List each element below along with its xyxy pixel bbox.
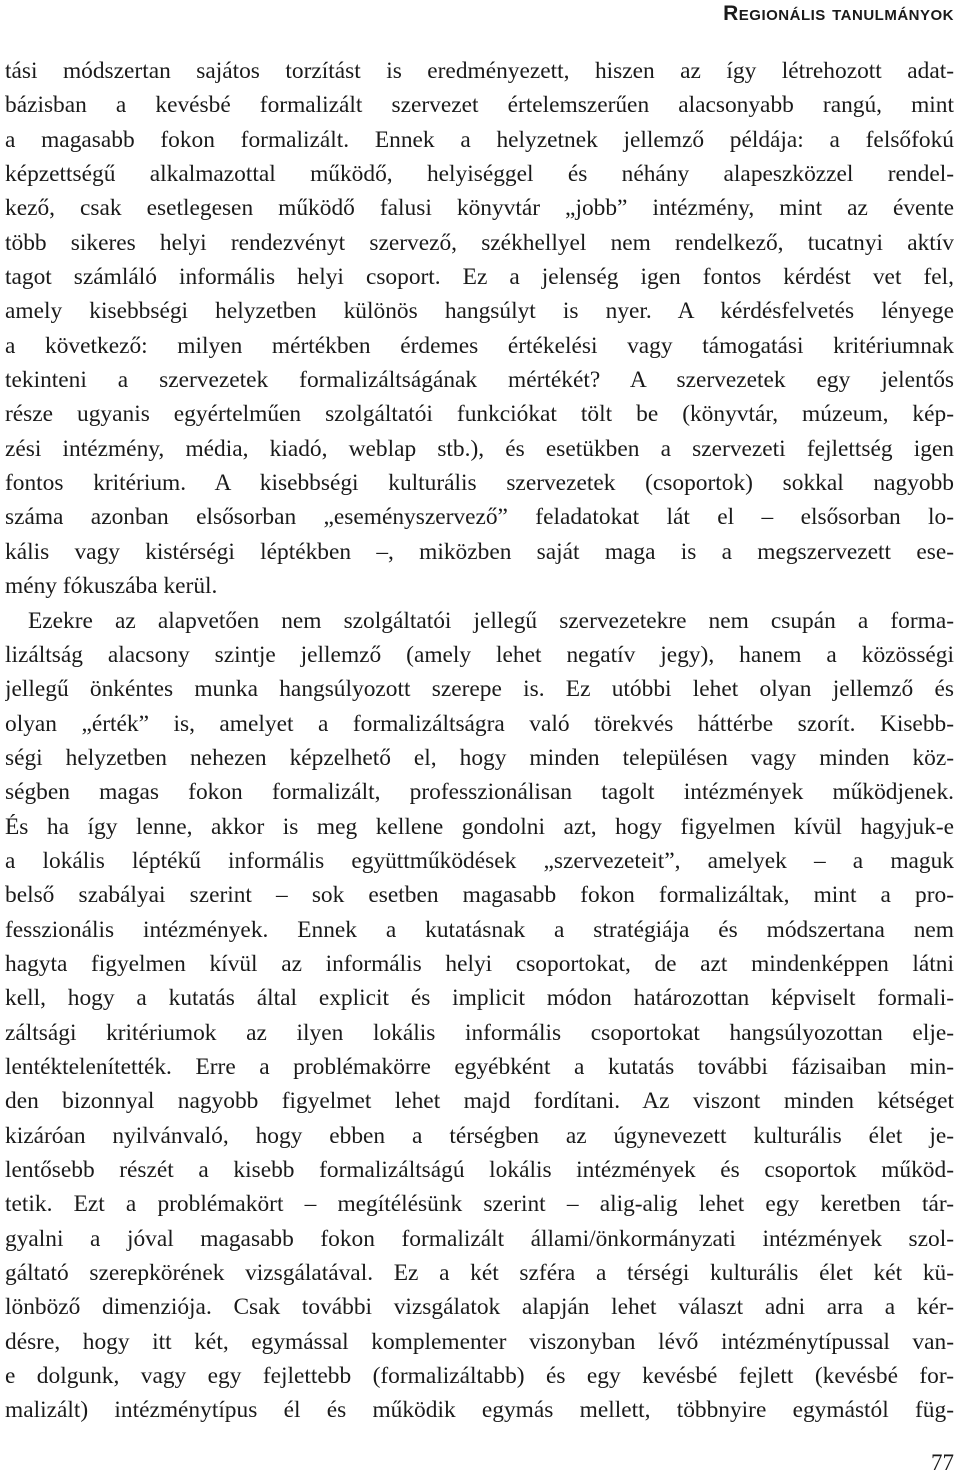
text-line: tási módszertan sajátos torzítást is eredményezett, hiszen az így létrehozott adat- — [5, 58, 954, 84]
text-line: olyan „érték” is, amelyet a formalizáltságra való törekvés háttérbe szorít. Kisebb- — [5, 710, 954, 737]
text-line: kizáróan nyilvánvaló, hogy ebben a térségben az úgynevezett kulturális élet je- — [5, 1122, 954, 1149]
text-line: lönböző dimenziója. Csak további vizsgálatok alapján lehet választ adni arra a kér- — [5, 1294, 954, 1321]
text-line: a lokális léptékű informális együttműködések „szervezeteit”, amelyek – a maguk — [5, 847, 954, 874]
text-line: hagyta figyelmen kívül az informális helyi csoportokat, de azt mindenképpen látni — [5, 950, 954, 977]
text-line: jellegű önkéntes munka hangsúlyozott szerepe is. Ez utóbbi lehet olyan jellemző és — [5, 676, 954, 703]
text-line: Ezekre az alapvetően nem szolgáltatói jellegű szervezetekre nem csupán a forma- — [28, 607, 954, 634]
text-line: lizáltság alacsony szintje jellemző (amely lehet negatív jegy), hanem a közösségi — [5, 641, 954, 668]
text-line: záltsági kritériumok az ilyen lokális informális csoportokat hangsúlyozottan elje- — [5, 1019, 954, 1046]
text-line: tetik. Ezt a problémakört – megítélésünk szerint – alig-alig lehet egy keretben tár- — [5, 1191, 954, 1218]
text-line: bázisban a kevésbé formalizált szervezet értelemszerűen alacsonyabb rangú, mint — [5, 92, 954, 119]
text-line: tekinteni a szervezetek formalizáltságának mértékét? A szervezetek egy jelentős — [5, 367, 954, 394]
body-text — [5, 54, 954, 1428]
text-line: több sikeres helyi rendezvényt szervező, székhellyel nem rendelkező, tucatnyi aktív — [5, 229, 954, 256]
text-line: kális vagy kistérségi léptékben –, miközben saját maga is a megszervezett ese- — [5, 538, 954, 565]
text-line: malizált) intézménytípus él és működik egymás mellett, többnyire egymástól füg- — [5, 1397, 954, 1424]
page-number: 77 — [931, 1450, 954, 1475]
text-line: kező, csak esetlegesen működő falusi könyvtár „jobb” intézmény, mint az évente — [5, 195, 954, 222]
text-line: lentősebb részét a kisebb formalizáltságú lokális intézmények és csoportok működ- — [5, 1157, 954, 1183]
text-line: désre, hogy itt két, egymással komplementer viszonyban lévő intézménytípussal van- — [5, 1328, 954, 1355]
text-line: része ugyanis egyértelműen szolgáltatói funkciókat tölt be (könyvtár, múzeum, kép- — [5, 401, 954, 428]
text-line: száma azonban elsősorban „eseményszervező” feladatokat lát el – elsősorban lo- — [5, 504, 954, 531]
text-line: den bizonnyal nagyobb figyelmet lehet majd fordítani. Az viszont minden kétséget — [5, 1088, 954, 1115]
text-line: amely kisebbségi helyzetben különös hangsúlyt is nyer. A kérdésfelvetés lényege — [5, 298, 954, 325]
text-line: belső szabályai szerint – sok esetben magasabb fokon formalizáltak, mint a pro- — [5, 882, 954, 909]
text-line: a következő: milyen mértékben érdemes értékelési vagy támogatási kritériumnak — [5, 332, 954, 359]
text-line: fontos kritérium. A kisebbségi kulturális szervezetek (csoportok) sokkal nagyobb — [5, 470, 954, 497]
text-line: zési intézmény, média, kiadó, weblap stb.), és esetükben a szervezeti fejlettség igen — [5, 435, 954, 462]
text-line: ségben magas fokon formalizált, professzionálisan tagolt intézmények működjenek. — [5, 779, 954, 806]
text-line: e dolgunk, vagy egy fejlettebb (formalizáltabb) és egy kevésbé fejlett (kevésbé for- — [5, 1363, 954, 1390]
text-line: kell, hogy a kutatás által explicit és implicit módon határozottan képviselt formali- — [5, 985, 954, 1012]
text-line: És ha így lenne, akkor is meg kellene gondolni azt, hogy figyelmen kívül hagyjuk-e — [5, 813, 954, 840]
text-line: gyalni a jóval magasabb fokon formalizált állami/önkormányzati intézmények szol- — [5, 1225, 954, 1252]
text-line: tagot számláló informális helyi csoport. Ez a jelenség igen fontos kérdést vet fel, — [5, 264, 954, 291]
text-line: lentéktelenítették. Erre a problémakörre egyébként a kutatás további fázisaiban min- — [5, 1053, 954, 1080]
text-line: gáltató szerepkörének vizsgálatával. Ez a két szféra a térségi kulturális élet két kü- — [5, 1260, 954, 1287]
text-line: képzettségű alkalmazottal működő, helyiséggel és néhány alapeszközzel rendel- — [5, 161, 954, 188]
text-line: mény fókuszába kerül. — [5, 573, 218, 600]
text-line: a magasabb fokon formalizált. Ennek a helyzetnek jellemző példája: a felsőfokú — [5, 126, 954, 153]
text-line: ségi helyzetben nehezen képzelhető el, hogy minden településen vagy minden köz- — [5, 744, 954, 771]
text-line: fesszionális intézmények. Ennek a kutatásnak a stratégiája és módszertana nem — [5, 916, 954, 943]
running-header: Regionális tanulmányok — [723, 2, 954, 25]
